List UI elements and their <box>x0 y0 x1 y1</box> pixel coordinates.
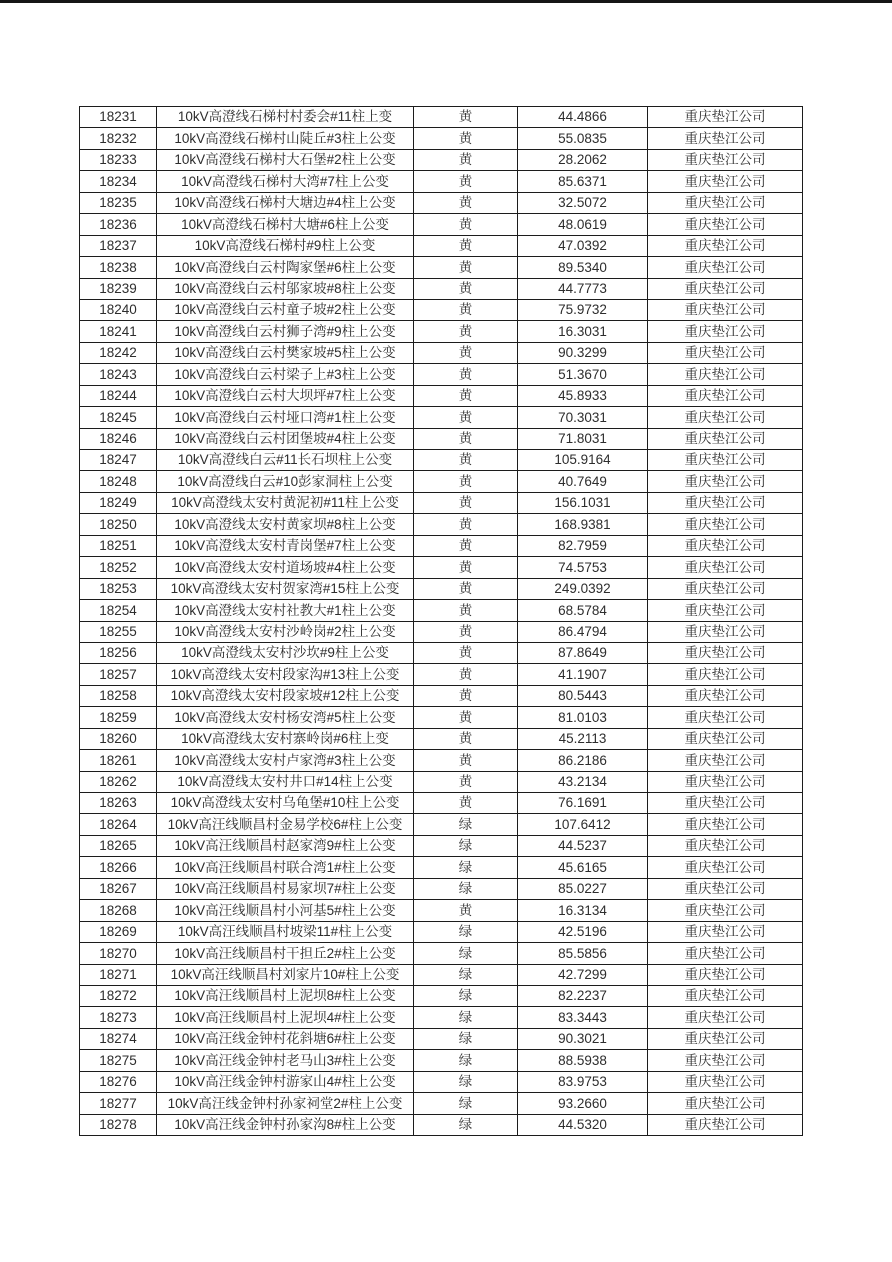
table-body <box>80 107 803 1136</box>
table-row <box>80 385 803 406</box>
load-value-cell: 76.1691 <box>518 793 648 814</box>
row-id-cell: 18245 <box>80 407 157 428</box>
device-name-cell: 10kV高澄线太安村井口#14柱上公变 <box>157 771 414 792</box>
status-cell: 黄 <box>414 707 518 728</box>
status-cell: 黄 <box>414 793 518 814</box>
status-cell: 黄 <box>414 192 518 213</box>
device-name-cell: 10kV高澄线白云村团堡坡#4柱上公变 <box>157 428 414 449</box>
table-row <box>80 664 803 685</box>
table-row <box>80 450 803 471</box>
row-id-cell: 18269 <box>80 921 157 942</box>
table-row <box>80 149 803 170</box>
row-id-cell: 18259 <box>80 707 157 728</box>
table-row <box>80 342 803 363</box>
row-id-cell: 18249 <box>80 492 157 513</box>
device-name-cell: 10kV高澄线太安村段家坡#12柱上公变 <box>157 685 414 706</box>
status-cell: 黄 <box>414 750 518 771</box>
table-row <box>80 771 803 792</box>
load-value-cell: 44.5237 <box>518 835 648 856</box>
status-cell: 黄 <box>414 664 518 685</box>
device-name-cell: 10kV高澄线太安村青岗堡#7柱上公变 <box>157 535 414 556</box>
status-cell: 黄 <box>414 578 518 599</box>
company-cell: 重庆垫江公司 <box>648 900 803 921</box>
company-cell: 重庆垫江公司 <box>648 1114 803 1135</box>
table-row <box>80 471 803 492</box>
table-row <box>80 171 803 192</box>
device-name-cell: 10kV高澄线石梯村大石堡#2柱上公变 <box>157 149 414 170</box>
company-cell: 重庆垫江公司 <box>648 535 803 556</box>
table-row <box>80 299 803 320</box>
table-row <box>80 257 803 278</box>
status-cell: 绿 <box>414 1050 518 1071</box>
row-id-cell: 18254 <box>80 600 157 621</box>
table-row <box>80 964 803 985</box>
load-value-cell: 80.5443 <box>518 685 648 706</box>
load-value-cell: 82.2237 <box>518 985 648 1006</box>
row-id-cell: 18247 <box>80 450 157 471</box>
row-id-cell: 18244 <box>80 385 157 406</box>
device-name-cell: 10kV高汪线顺昌村赵家湾9#柱上公变 <box>157 835 414 856</box>
company-cell: 重庆垫江公司 <box>648 364 803 385</box>
status-cell: 黄 <box>414 385 518 406</box>
row-id-cell: 18271 <box>80 964 157 985</box>
status-cell: 黄 <box>414 600 518 621</box>
row-id-cell: 18252 <box>80 557 157 578</box>
row-id-cell: 18251 <box>80 535 157 556</box>
load-value-cell: 93.2660 <box>518 1093 648 1114</box>
company-cell: 重庆垫江公司 <box>648 771 803 792</box>
load-value-cell: 55.0835 <box>518 128 648 149</box>
table-row <box>80 943 803 964</box>
load-value-cell: 43.2134 <box>518 771 648 792</box>
row-id-cell: 18255 <box>80 621 157 642</box>
company-cell: 重庆垫江公司 <box>648 235 803 256</box>
company-cell: 重庆垫江公司 <box>648 342 803 363</box>
device-name-cell: 10kV高汪线顺昌村坡梁11#柱上公变 <box>157 921 414 942</box>
device-name-cell: 10kV高汪线金钟村花斜塘6#柱上公变 <box>157 1028 414 1049</box>
company-cell: 重庆垫江公司 <box>648 428 803 449</box>
status-cell: 黄 <box>414 214 518 235</box>
row-id-cell: 18275 <box>80 1050 157 1071</box>
row-id-cell: 18239 <box>80 278 157 299</box>
company-cell: 重庆垫江公司 <box>648 1093 803 1114</box>
device-name-cell: 10kV高澄线太安村道场坡#4柱上公变 <box>157 557 414 578</box>
device-name-cell: 10kV高澄线白云#10彭家洞柱上公变 <box>157 471 414 492</box>
device-name-cell: 10kV高澄线太安村段家沟#13柱上公变 <box>157 664 414 685</box>
company-cell: 重庆垫江公司 <box>648 214 803 235</box>
load-value-cell: 105.9164 <box>518 450 648 471</box>
row-id-cell: 18257 <box>80 664 157 685</box>
row-id-cell: 18265 <box>80 835 157 856</box>
device-name-cell: 10kV高澄线石梯村村委会#11柱上变 <box>157 107 414 128</box>
status-cell: 黄 <box>414 514 518 535</box>
status-cell: 黄 <box>414 535 518 556</box>
company-cell: 重庆垫江公司 <box>648 685 803 706</box>
row-id-cell: 18232 <box>80 128 157 149</box>
row-id-cell: 18270 <box>80 943 157 964</box>
load-value-cell: 168.9381 <box>518 514 648 535</box>
load-value-cell: 42.5196 <box>518 921 648 942</box>
load-value-cell: 42.7299 <box>518 964 648 985</box>
load-value-cell: 86.2186 <box>518 750 648 771</box>
status-cell: 绿 <box>414 878 518 899</box>
row-id-cell: 18243 <box>80 364 157 385</box>
company-cell: 重庆垫江公司 <box>648 128 803 149</box>
company-cell: 重庆垫江公司 <box>648 1028 803 1049</box>
row-id-cell: 18234 <box>80 171 157 192</box>
row-id-cell: 18240 <box>80 299 157 320</box>
row-id-cell: 18276 <box>80 1071 157 1092</box>
load-value-cell: 70.3031 <box>518 407 648 428</box>
load-value-cell: 156.1031 <box>518 492 648 513</box>
table-row <box>80 642 803 663</box>
load-value-cell: 44.5320 <box>518 1114 648 1135</box>
load-value-cell: 82.7959 <box>518 535 648 556</box>
company-cell: 重庆垫江公司 <box>648 750 803 771</box>
status-cell: 绿 <box>414 814 518 835</box>
status-cell: 黄 <box>414 642 518 663</box>
table-row <box>80 535 803 556</box>
device-name-cell: 10kV高汪线金钟村老马山3#柱上公变 <box>157 1050 414 1071</box>
load-value-cell: 45.2113 <box>518 728 648 749</box>
status-cell: 黄 <box>414 685 518 706</box>
company-cell: 重庆垫江公司 <box>648 450 803 471</box>
status-cell: 绿 <box>414 921 518 942</box>
status-cell: 黄 <box>414 235 518 256</box>
load-value-cell: 28.2062 <box>518 149 648 170</box>
row-id-cell: 18266 <box>80 857 157 878</box>
status-cell: 黄 <box>414 149 518 170</box>
table-row <box>80 1114 803 1135</box>
company-cell: 重庆垫江公司 <box>648 857 803 878</box>
load-value-cell: 81.0103 <box>518 707 648 728</box>
device-name-cell: 10kV高澄线太安村黄家坝#8柱上公变 <box>157 514 414 535</box>
device-name-cell: 10kV高澄线白云村陶家堡#6柱上公变 <box>157 257 414 278</box>
company-cell: 重庆垫江公司 <box>648 578 803 599</box>
status-cell: 黄 <box>414 107 518 128</box>
device-name-cell: 10kV高汪线金钟村孙家祠堂2#柱上公变 <box>157 1093 414 1114</box>
device-name-cell: 10kV高汪线顺昌村联合湾1#柱上公变 <box>157 857 414 878</box>
table-row <box>80 492 803 513</box>
status-cell: 黄 <box>414 450 518 471</box>
device-name-cell: 10kV高澄线太安村乌龟堡#10柱上公变 <box>157 793 414 814</box>
company-cell: 重庆垫江公司 <box>648 964 803 985</box>
table-row <box>80 514 803 535</box>
table-row <box>80 128 803 149</box>
row-id-cell: 18258 <box>80 685 157 706</box>
table-row <box>80 364 803 385</box>
company-cell: 重庆垫江公司 <box>648 664 803 685</box>
status-cell: 黄 <box>414 728 518 749</box>
status-cell: 黄 <box>414 900 518 921</box>
device-name-cell: 10kV高澄线石梯村山陡丘#3柱上公变 <box>157 128 414 149</box>
table-row <box>80 814 803 835</box>
device-name-cell: 10kV高澄线石梯村大塘#6柱上公变 <box>157 214 414 235</box>
device-name-cell: 10kV高澄线太安村卢家湾#3柱上公变 <box>157 750 414 771</box>
status-cell: 黄 <box>414 471 518 492</box>
device-name-cell: 10kV高澄线石梯村#9柱上公变 <box>157 235 414 256</box>
row-id-cell: 18241 <box>80 321 157 342</box>
company-cell: 重庆垫江公司 <box>648 278 803 299</box>
table-row <box>80 921 803 942</box>
company-cell: 重庆垫江公司 <box>648 514 803 535</box>
status-cell: 黄 <box>414 492 518 513</box>
table-row <box>80 214 803 235</box>
load-value-cell: 71.8031 <box>518 428 648 449</box>
row-id-cell: 18277 <box>80 1093 157 1114</box>
row-id-cell: 18233 <box>80 149 157 170</box>
status-cell: 绿 <box>414 1028 518 1049</box>
company-cell: 重庆垫江公司 <box>648 171 803 192</box>
device-name-cell: 10kV高澄线太安村贺家湾#15柱上公变 <box>157 578 414 599</box>
table-row <box>80 1071 803 1092</box>
table-row <box>80 321 803 342</box>
load-value-cell: 68.5784 <box>518 600 648 621</box>
table-row <box>80 750 803 771</box>
table-row <box>80 278 803 299</box>
company-cell: 重庆垫江公司 <box>648 1071 803 1092</box>
device-name-cell: 10kV高汪线顺昌村干担丘2#柱上公变 <box>157 943 414 964</box>
company-cell: 重庆垫江公司 <box>648 492 803 513</box>
table-row <box>80 235 803 256</box>
row-id-cell: 18237 <box>80 235 157 256</box>
device-name-cell: 10kV高澄线太安村沙岭岗#2柱上公变 <box>157 621 414 642</box>
company-cell: 重庆垫江公司 <box>648 600 803 621</box>
status-cell: 黄 <box>414 342 518 363</box>
load-value-cell: 83.3443 <box>518 1007 648 1028</box>
table-row <box>80 621 803 642</box>
row-id-cell: 18268 <box>80 900 157 921</box>
row-id-cell: 18274 <box>80 1028 157 1049</box>
status-cell: 黄 <box>414 128 518 149</box>
device-name-cell: 10kV高汪线顺昌村易家坝7#柱上公变 <box>157 878 414 899</box>
row-id-cell: 18242 <box>80 342 157 363</box>
load-value-cell: 40.7649 <box>518 471 648 492</box>
device-name-cell: 10kV高澄线白云村梁子上#3柱上公变 <box>157 364 414 385</box>
row-id-cell: 18246 <box>80 428 157 449</box>
company-cell: 重庆垫江公司 <box>648 107 803 128</box>
table-row <box>80 407 803 428</box>
device-name-cell: 10kV高澄线太安村寨岭岗#6柱上变 <box>157 728 414 749</box>
company-cell: 重庆垫江公司 <box>648 257 803 278</box>
load-value-cell: 90.3021 <box>518 1028 648 1049</box>
device-name-cell: 10kV高汪线顺昌村金易学校6#柱上公变 <box>157 814 414 835</box>
table-row <box>80 728 803 749</box>
status-cell: 绿 <box>414 1093 518 1114</box>
status-cell: 绿 <box>414 943 518 964</box>
device-name-cell: 10kV高澄线石梯村大塘边#4柱上公变 <box>157 192 414 213</box>
load-value-cell: 75.9732 <box>518 299 648 320</box>
device-name-cell: 10kV高汪线金钟村孙家沟8#柱上公变 <box>157 1114 414 1135</box>
row-id-cell: 18250 <box>80 514 157 535</box>
table-row <box>80 707 803 728</box>
company-cell: 重庆垫江公司 <box>648 557 803 578</box>
row-id-cell: 18236 <box>80 214 157 235</box>
row-id-cell: 18263 <box>80 793 157 814</box>
table-row <box>80 835 803 856</box>
table-row <box>80 878 803 899</box>
status-cell: 黄 <box>414 278 518 299</box>
row-id-cell: 18256 <box>80 642 157 663</box>
device-name-cell: 10kV高澄线白云村邬家坡#8柱上公变 <box>157 278 414 299</box>
company-cell: 重庆垫江公司 <box>648 385 803 406</box>
company-cell: 重庆垫江公司 <box>648 407 803 428</box>
status-cell: 黄 <box>414 428 518 449</box>
status-cell: 黄 <box>414 771 518 792</box>
load-value-cell: 44.7773 <box>518 278 648 299</box>
company-cell: 重庆垫江公司 <box>648 642 803 663</box>
table-row <box>80 600 803 621</box>
status-cell: 黄 <box>414 621 518 642</box>
load-value-cell: 88.5938 <box>518 1050 648 1071</box>
load-value-cell: 47.0392 <box>518 235 648 256</box>
row-id-cell: 18278 <box>80 1114 157 1135</box>
status-cell: 绿 <box>414 857 518 878</box>
table-row <box>80 985 803 1006</box>
load-value-cell: 32.5072 <box>518 192 648 213</box>
device-name-cell: 10kV高汪线金钟村游家山4#柱上公变 <box>157 1071 414 1092</box>
load-value-cell: 249.0392 <box>518 578 648 599</box>
load-value-cell: 85.0227 <box>518 878 648 899</box>
status-cell: 绿 <box>414 985 518 1006</box>
load-value-cell: 74.5753 <box>518 557 648 578</box>
company-cell: 重庆垫江公司 <box>648 1007 803 1028</box>
load-value-cell: 48.0619 <box>518 214 648 235</box>
load-value-cell: 45.6165 <box>518 857 648 878</box>
company-cell: 重庆垫江公司 <box>648 299 803 320</box>
status-cell: 绿 <box>414 1007 518 1028</box>
row-id-cell: 18238 <box>80 257 157 278</box>
device-name-cell: 10kV高澄线白云村大坝坪#7柱上公变 <box>157 385 414 406</box>
table-row <box>80 557 803 578</box>
company-cell: 重庆垫江公司 <box>648 728 803 749</box>
row-id-cell: 18261 <box>80 750 157 771</box>
status-cell: 黄 <box>414 557 518 578</box>
device-name-cell: 10kV高澄线石梯村大湾#7柱上公变 <box>157 171 414 192</box>
device-name-cell: 10kV高汪线顺昌村上泥坝8#柱上公变 <box>157 985 414 1006</box>
load-value-cell: 89.5340 <box>518 257 648 278</box>
company-cell: 重庆垫江公司 <box>648 192 803 213</box>
table-row <box>80 1093 803 1114</box>
row-id-cell: 18253 <box>80 578 157 599</box>
scan-edge-bar <box>0 0 892 3</box>
load-value-cell: 51.3670 <box>518 364 648 385</box>
load-value-cell: 85.6371 <box>518 171 648 192</box>
device-name-cell: 10kV高澄线白云村樊家坡#5柱上公变 <box>157 342 414 363</box>
load-value-cell: 85.5856 <box>518 943 648 964</box>
status-cell: 黄 <box>414 257 518 278</box>
device-name-cell: 10kV高澄线白云村垭口湾#1柱上公变 <box>157 407 414 428</box>
device-name-cell: 10kV高澄线白云村狮子湾#9柱上公变 <box>157 321 414 342</box>
device-name-cell: 10kV高澄线太安村社教大#1柱上公变 <box>157 600 414 621</box>
load-value-cell: 44.4866 <box>518 107 648 128</box>
company-cell: 重庆垫江公司 <box>648 985 803 1006</box>
load-value-cell: 41.1907 <box>518 664 648 685</box>
status-cell: 黄 <box>414 299 518 320</box>
status-cell: 绿 <box>414 1071 518 1092</box>
transformer-load-table <box>79 106 803 1136</box>
status-cell: 黄 <box>414 321 518 342</box>
row-id-cell: 18264 <box>80 814 157 835</box>
load-value-cell: 87.8649 <box>518 642 648 663</box>
table-row <box>80 578 803 599</box>
load-value-cell: 107.6412 <box>518 814 648 835</box>
row-id-cell: 18273 <box>80 1007 157 1028</box>
company-cell: 重庆垫江公司 <box>648 814 803 835</box>
device-name-cell: 10kV高澄线白云#11长石坝柱上公变 <box>157 450 414 471</box>
company-cell: 重庆垫江公司 <box>648 921 803 942</box>
status-cell: 黄 <box>414 407 518 428</box>
load-value-cell: 90.3299 <box>518 342 648 363</box>
device-name-cell: 10kV高澄线太安村黄泥初#11柱上公变 <box>157 492 414 513</box>
table-row <box>80 192 803 213</box>
row-id-cell: 18262 <box>80 771 157 792</box>
device-name-cell: 10kV高澄线太安村杨安湾#5柱上公变 <box>157 707 414 728</box>
row-id-cell: 18272 <box>80 985 157 1006</box>
company-cell: 重庆垫江公司 <box>648 621 803 642</box>
company-cell: 重庆垫江公司 <box>648 471 803 492</box>
company-cell: 重庆垫江公司 <box>648 1050 803 1071</box>
status-cell: 绿 <box>414 835 518 856</box>
company-cell: 重庆垫江公司 <box>648 149 803 170</box>
status-cell: 黄 <box>414 364 518 385</box>
row-id-cell: 18235 <box>80 192 157 213</box>
load-value-cell: 83.9753 <box>518 1071 648 1092</box>
table-row <box>80 857 803 878</box>
device-name-cell: 10kV高汪线顺昌村刘家片10#柱上公变 <box>157 964 414 985</box>
device-name-cell: 10kV高汪线顺昌村小河基5#柱上公变 <box>157 900 414 921</box>
table-row <box>80 685 803 706</box>
company-cell: 重庆垫江公司 <box>648 793 803 814</box>
company-cell: 重庆垫江公司 <box>648 835 803 856</box>
row-id-cell: 18248 <box>80 471 157 492</box>
load-value-cell: 16.3134 <box>518 900 648 921</box>
table-row <box>80 107 803 128</box>
row-id-cell: 18231 <box>80 107 157 128</box>
load-value-cell: 86.4794 <box>518 621 648 642</box>
row-id-cell: 18260 <box>80 728 157 749</box>
device-name-cell: 10kV高澄线太安村沙坎#9柱上公变 <box>157 642 414 663</box>
row-id-cell: 18267 <box>80 878 157 899</box>
company-cell: 重庆垫江公司 <box>648 943 803 964</box>
status-cell: 黄 <box>414 171 518 192</box>
status-cell: 绿 <box>414 1114 518 1135</box>
table-row <box>80 1007 803 1028</box>
device-name-cell: 10kV高澄线白云村童子坡#2柱上公变 <box>157 299 414 320</box>
table-row <box>80 793 803 814</box>
status-cell: 绿 <box>414 964 518 985</box>
load-value-cell: 45.8933 <box>518 385 648 406</box>
company-cell: 重庆垫江公司 <box>648 878 803 899</box>
table-row <box>80 900 803 921</box>
table-row <box>80 428 803 449</box>
table-row <box>80 1050 803 1071</box>
company-cell: 重庆垫江公司 <box>648 321 803 342</box>
device-name-cell: 10kV高汪线顺昌村上泥坝4#柱上公变 <box>157 1007 414 1028</box>
table-row <box>80 1028 803 1049</box>
company-cell: 重庆垫江公司 <box>648 707 803 728</box>
load-value-cell: 16.3031 <box>518 321 648 342</box>
